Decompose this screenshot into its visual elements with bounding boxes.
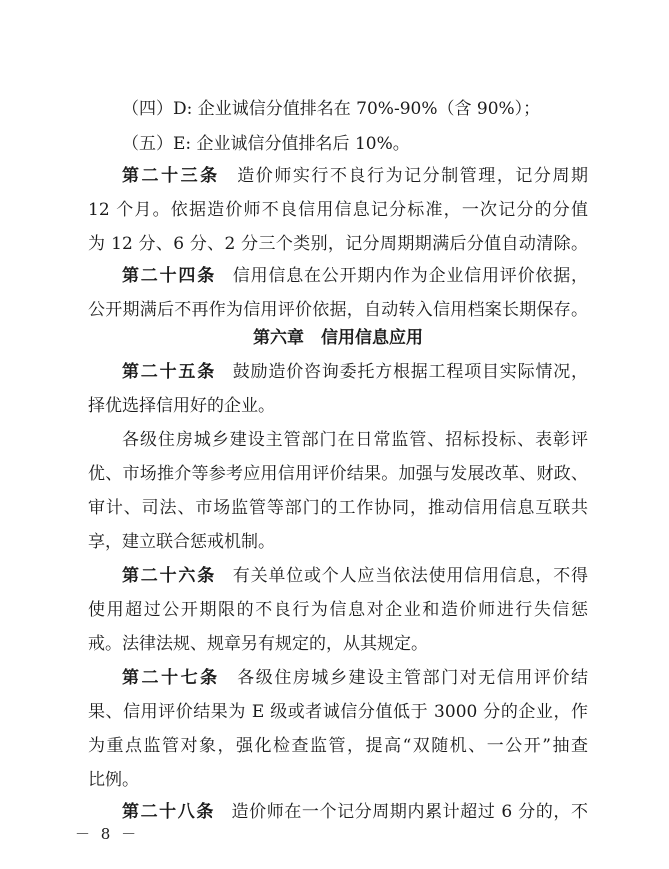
paragraph-text-3: 审计、司法、市场监管等部门的工作协同，推动信用信息互联共 xyxy=(88,498,588,518)
article-27-text-1: 各级住房城乡建设主管部门对无信用评价结 xyxy=(235,668,589,688)
article-27-title: 第二十七条 xyxy=(122,668,220,688)
article-26-line-2 xyxy=(88,594,588,626)
paragraph-line-3 xyxy=(88,492,588,524)
article-24-text-1: 信用信息在公开期内作为企业信用评价依据， xyxy=(232,266,588,286)
article-23-line-1 xyxy=(122,160,588,192)
paragraph-text-4: 享，建立联合惩戒机制。 xyxy=(88,532,275,552)
article-25-text-1: 鼓励造价咨询委托方根据工程项目实际情况， xyxy=(232,362,588,382)
article-27-text-4: 比例。 xyxy=(88,770,139,790)
article-25-line-1 xyxy=(122,356,588,388)
page-number: － 8 － xyxy=(75,825,140,843)
article-26-text-2: 使用超过公开期限的不良行为信息对企业和造价师进行失信惩 xyxy=(88,600,588,620)
paragraph-line-1 xyxy=(122,424,588,456)
article-25-title: 第二十五条 xyxy=(122,362,216,382)
article-26-line-1 xyxy=(122,560,588,592)
article-26-line-3 xyxy=(88,628,588,660)
paragraph-line-4 xyxy=(88,526,588,558)
item-d-text: （四）D: 企业诚信分值排名在 70%-90%（含 90%）； xyxy=(122,99,541,119)
article-27-text-3: 为重点监管对象，强化检查监管，提高“双随机、一公开”抽查 xyxy=(88,736,588,756)
item-e-text: （五）E: 企业诚信分值排名后 10%。 xyxy=(122,134,410,154)
article-27-line-3 xyxy=(88,730,588,762)
article-23-text-1: 造价师实行不良行为记分制管理，记分周期 xyxy=(235,166,589,186)
article-23-text-2: 12 个月。依据造价师不良信用信息记分标准，一次记分的分值 xyxy=(88,200,588,220)
article-23-title: 第二十三条 xyxy=(122,166,220,186)
article-23-line-2 xyxy=(88,194,588,226)
article-27-line-1 xyxy=(122,662,588,694)
article-25-line-2 xyxy=(88,390,588,422)
article-27-text-2: 果、信用评价结果为 E 级或者诚信分值低于 3000 分的企业，作 xyxy=(88,702,588,722)
article-24-text-2: 公开期满后不再作为信用评价依据，自动转入信用档案长期保存。 xyxy=(88,300,588,320)
article-23-line-3 xyxy=(88,228,588,260)
article-28-title: 第二十八条 xyxy=(122,802,215,822)
article-23-text-3: 为 12 分、6 分、2 分三个类别，记分周期期满后分值自动清除。 xyxy=(88,234,588,254)
article-27-line-2 xyxy=(88,696,588,728)
chapter-6-heading: 第六章 信用信息应用 xyxy=(253,328,423,348)
article-26-text-3: 戒。法律法规、规章另有规定的，从其规定。 xyxy=(88,634,428,654)
item-e xyxy=(122,128,588,160)
article-26-title: 第二十六条 xyxy=(122,566,216,586)
article-24-title: 第二十四条 xyxy=(122,266,216,286)
article-28-text-1: 造价师在一个记分周期内累计超过 6 分的，不 xyxy=(230,802,589,822)
article-27-line-4 xyxy=(88,764,588,796)
article-28-line-1 xyxy=(122,796,588,828)
paragraph-line-2 xyxy=(88,458,588,490)
article-24-line-1 xyxy=(122,260,588,292)
article-26-text-1: 有关单位或个人应当依法使用信用信息，不得 xyxy=(232,566,588,586)
item-d xyxy=(122,93,588,125)
article-25-text-2: 择优选择信用好的企业。 xyxy=(88,396,275,416)
paragraph-text-1: 各级住房城乡建设主管部门在日常监管、招标投标、表彰评 xyxy=(122,430,588,450)
paragraph-text-2: 优、市场推介等参考应用信用评价结果。加强与发展改革、财政、 xyxy=(88,464,588,484)
